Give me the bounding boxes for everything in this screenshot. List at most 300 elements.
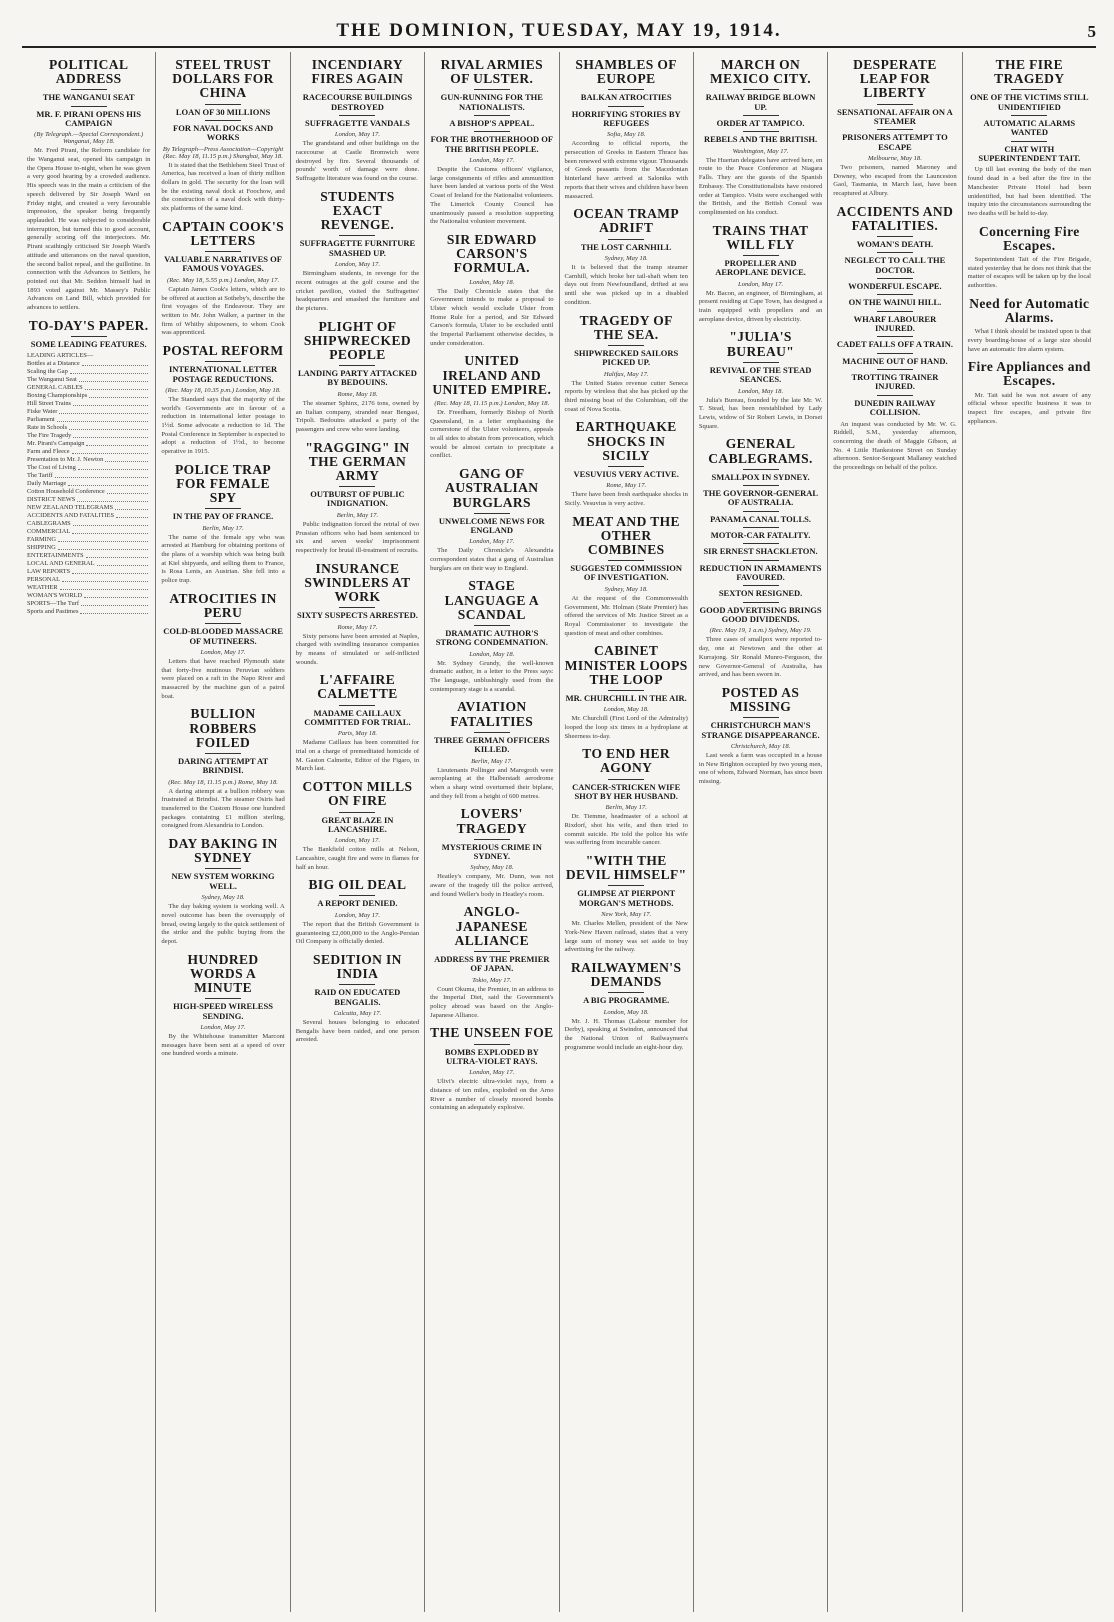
- article-headline: HUNDRED WORDS A MINUTE: [187, 951, 259, 996]
- article-dateline: Sydney, May 18.: [604, 585, 648, 593]
- headline-rule: [608, 885, 644, 886]
- article-body: [161, 788, 284, 832]
- article-headline: LOVERS' TRAGEDY: [456, 806, 527, 836]
- headline-rule: [71, 106, 107, 107]
- article-dateline: London, May 18.: [603, 706, 649, 714]
- article-body: [430, 660, 553, 695]
- toc-item: [27, 592, 150, 600]
- toc-item: [27, 544, 150, 552]
- article-headline: Need for Automatic Alarms.: [969, 295, 1090, 325]
- article-body: [699, 636, 822, 680]
- headline-rule: [743, 255, 779, 256]
- column-4: [425, 52, 559, 1612]
- article-headline: ACCIDENTS AND FATALITIES.: [836, 203, 954, 233]
- article-dateline: London, May 17.: [200, 648, 246, 656]
- article-paragraph: What I think should be insisted upon is that every boarding-house of a large size should have an automatic fire alarm system.: [967, 328, 1091, 353]
- article-paragraph: Mr. Tait said he was not aware of any official whose specific business it was to inspect fire escapes, and private fire appliances.: [967, 391, 1091, 425]
- article-paragraph: Mr. Sydney Grundy, the well-known dramatic author, in a letter to the Press says: The language, unblushingly used from the contemporary stage is a scandal.: [430, 659, 554, 693]
- toc-dot-leader: [86, 440, 148, 446]
- article-headline: EARTHQUAKE SHOCKS IN SICILY: [575, 419, 677, 463]
- article-paragraph: The grandstand and other buildings on the racecourse at Castle Bromwich were destroyed by fire. Several thousands of pounds' worth of damage were done. Suffragette literature was found on the course.: [295, 140, 420, 183]
- headline-rule: [743, 717, 779, 718]
- headline-rule: [339, 812, 375, 813]
- article-subheading: WONDERFUL ESCAPE.: [848, 281, 942, 292]
- article-subheading: REVIVAL OF THE STEAD SEANCES.: [709, 364, 812, 385]
- article-headline: RAILWAYMEN'S DEMANDS: [571, 959, 682, 990]
- article-dateline: Rome, May 17.: [606, 482, 647, 490]
- toc-item: [27, 560, 150, 568]
- article: [833, 58, 956, 199]
- toc-item: [27, 424, 150, 432]
- article: [296, 673, 419, 774]
- article-headline: STAGE LANGUAGE A SCANDAL: [444, 578, 539, 622]
- article-headline: "RAGGING" IN THE GERMAN ARMY: [305, 439, 410, 483]
- headline-rule: [877, 311, 913, 312]
- headline-rule: [474, 131, 510, 132]
- article-paragraph: Mr. Churchill (First Lord of the Admiralty) looped the loop six times in a hydroplane at Sheerness to-day.: [564, 715, 688, 740]
- toc-item-label: GENERAL CABLES: [27, 384, 83, 392]
- toc-dot-leader: [72, 568, 148, 574]
- article-body: [296, 739, 419, 774]
- headline-rule: [339, 895, 375, 896]
- headline-rule: [474, 1044, 510, 1045]
- article-body: [565, 920, 688, 955]
- toc-item-label: Fiske Water: [27, 408, 58, 416]
- article-subheading: CHRISTCHURCH MAN'S STRANGE DISAPPEARANCE.: [701, 720, 820, 740]
- article-body: [699, 290, 822, 325]
- headline-rule: [743, 602, 779, 603]
- article-subheading: MR. CHURCHILL IN THE AIR.: [565, 692, 687, 703]
- headline-rule: [474, 625, 510, 626]
- article-subheading: AUTOMATIC ALARMS WANTED: [983, 118, 1076, 138]
- article-subheading: BALKAN ATROCITIES: [580, 92, 672, 103]
- article: [699, 224, 822, 325]
- article-dateline: Sydney, May 18.: [470, 864, 514, 872]
- article-paragraph: Heatley's company, Mr. Dunn, was not aware of the tragedy till the police arrived, and found Weller's body in Heatley's room.: [430, 873, 554, 898]
- article: [699, 58, 822, 218]
- article-dateline: London, May 17.: [469, 157, 515, 165]
- article-subheading: COLD-BLOODED MASSACRE OF MUTINEERS.: [163, 626, 283, 646]
- article-subheading: REDUCTION IN ARMAMENTS FAVOURED.: [699, 562, 822, 583]
- article-subheading: MR. F. PIRANI OPENS HIS CAMPAIGN: [36, 108, 141, 129]
- article-headline: UNITED IRELAND AND UNITED EMPIRE.: [432, 353, 552, 397]
- article-paragraph: Last week a farm was occupied in a house in New Brighton occupied by two young men, one of whom, Edward Norman, has since been missing.: [698, 752, 823, 786]
- article-dateline: London, May 18.: [603, 1008, 649, 1016]
- article-body: [161, 1033, 284, 1059]
- headline-rule: [877, 104, 913, 105]
- article-subheading: CADET FALLS OFF A TRAIN.: [836, 339, 953, 350]
- article: [430, 467, 553, 573]
- article-paragraph: Birmingham students, in revenge for the recent outrages at the golf course and the cricket pavilion, visited the Suffragettes' headquarters and smashed the furniture and the pictures.: [295, 270, 420, 312]
- toc-item: [27, 504, 150, 512]
- article-headline: "WITH THE DEVIL HIMSELF": [565, 853, 687, 883]
- article-body: [430, 873, 553, 899]
- headline-rule: [205, 753, 241, 754]
- toc-item: [27, 600, 150, 608]
- article: [296, 780, 419, 872]
- article-body: [161, 162, 284, 214]
- article-headline: TRAGEDY OF THE SEA.: [579, 312, 673, 342]
- article-body: [565, 140, 688, 201]
- article-dateline: Berlin, May 17.: [336, 511, 379, 519]
- article-paragraph: Lieutenants Pollinger and Maregroth were aeroplaning at the Halberstadt aerodrome when a sharp wind overturned their biplane, and they fell from a height of 600 metres.: [430, 766, 554, 800]
- article-dateline: Christchurch, May 18.: [730, 743, 791, 750]
- article-paragraph: Three cases of smallpox were reported to-day, one at Newtown and the other at Kurrajong. Sir Ronald Munro-Ferguson, the new Governor-General of Australia, has arrived, and has been sworn in.: [698, 636, 823, 679]
- article-headline: GENERAL CABLEGRAMS.: [708, 436, 813, 466]
- article-headline: POSTAL REFORM: [162, 343, 284, 359]
- article-headline: SHAMBLES OF EUROPE: [575, 57, 677, 87]
- article: [161, 463, 284, 586]
- article-headline: THE UNSEEN FOE: [430, 1025, 554, 1041]
- toc-dot-leader: [115, 504, 148, 510]
- article-paragraph: The Daily Chronicle states that the Government intends to make a proposal to Ulster which would exclude Ulster from Home Rule for a period, and Sir Edward Carson's formula, Ulster to be excluded until the Imperial Parliament otherwise decides, is under consideration.: [430, 287, 554, 347]
- article-paragraph: The report that the British Government is guaranteeing £2,000,000 to the Anglo-Persian Oil Company is officially denied.: [295, 920, 420, 946]
- article-paragraph: Mr. Bacon, an engineer, of Birmingham, at present residing at Cape Town, has designed a train equipped with propellers and an aeroplane device, driven by electricity.: [698, 289, 823, 323]
- article-headline: Concerning Fire Escapes.: [979, 223, 1080, 253]
- article-headline: "JULIA'S BUREAU": [726, 329, 795, 359]
- article-paragraph: Julia's Bureau, founded by the late Mr. W. T. Stead, has been reestablished by Lady Lewis, widow of Sir Robert Lewis, in Dorset Square.: [698, 396, 823, 430]
- article-headline: CAPTAIN COOK'S LETTERS: [162, 218, 285, 248]
- article: [296, 953, 419, 1045]
- article-headline: POLICE TRAP FOR FEMALE SPY: [175, 461, 272, 506]
- article-headline: PLIGHT OF SHIPWRECKED PEOPLE: [303, 318, 412, 362]
- article-headline: RIVAL ARMIES OF ULSTER.: [440, 57, 544, 87]
- article-headline: BULLION ROBBERS FOILED: [189, 706, 257, 750]
- article-subheading: RACECOURSE BUILDINGS DESTROYED: [302, 92, 413, 112]
- article-headline: INCENDIARY FIRES AGAIN: [311, 57, 404, 87]
- article-dateline: Rome, May 18.: [337, 390, 378, 398]
- article-headline: POLITICAL ADDRESS: [49, 57, 129, 87]
- headline-rule: [339, 365, 375, 366]
- toc-dot-leader: [81, 600, 148, 606]
- article-dateline: London, May 18.: [469, 278, 515, 286]
- article-body: [296, 846, 419, 872]
- article: [833, 205, 956, 473]
- article-subheading: THE WANGANUI SEAT: [42, 92, 135, 103]
- article-paragraph: Letters that have reached Plymouth state that forty-five mutinous Peruvian soldiers were placed on a raft in the Napo River and massacred by the machine gun of a patrol boat.: [161, 657, 285, 700]
- article-paragraph: The steamer Sphinx, 2176 tons, owned by an Italian company, stranded near Bengasi, Tripoli. Bedouins attacked a party of the passengers and crew who were landing.: [295, 399, 420, 433]
- article-subheading: PROPELLER AND AEROPLANE DEVICE.: [715, 257, 806, 278]
- toc-item-label: Presentation to Mr. J. Newton: [27, 456, 104, 464]
- headline-rule: [474, 115, 510, 116]
- article-dateline: London, May 18.: [738, 387, 784, 395]
- toc-item: [27, 488, 150, 496]
- toc-item-label: DISTRICT NEWS: [27, 496, 76, 504]
- toc-item: [27, 584, 150, 592]
- article-dateline: Sofia, May 18.: [606, 131, 646, 139]
- toc-dot-leader: [73, 400, 148, 406]
- headline-rule: [608, 239, 644, 240]
- column-2: [156, 52, 290, 1612]
- article-subheading: HORRIFYING STORIES BY REFUGEES: [571, 108, 681, 129]
- toc-dot-leader: [70, 368, 149, 374]
- article-body: [968, 392, 1091, 427]
- toc-item-label: LOCAL AND GENERAL: [27, 560, 95, 568]
- article-dateline: London, May 17.: [469, 538, 515, 546]
- article-subheading: GREAT BLAZE IN LANCASHIRE.: [321, 814, 394, 834]
- article-paragraph: Captain James Cook's letters, which are to be offered at auction at Sotheby's, describe the first voyages of the Endeavour. They are written to Mr. John Walker, a partner in the firm of Whitby shipowners, to whom Cook was apprenticed.: [161, 285, 285, 337]
- toc-item: [27, 568, 150, 576]
- article-body: [968, 166, 1091, 218]
- article-paragraph: Dr. Freedham, formerly Bishop of North Queensland, in a letter emphasising the cornerstone of the Ulster volunteers, appeals to all sides to abstain from provocation, which would be almost certain to precipitate a conflict.: [430, 408, 554, 460]
- article: [161, 707, 284, 831]
- article-subheading: NEW SYSTEM WORKING WELL.: [171, 871, 275, 891]
- article-dateline: London, May 17.: [334, 837, 380, 845]
- article: [27, 319, 150, 617]
- article-paragraph: According to official reports, the persecution of Greeks in Eastern Thrace has been renewed with extreme vigour. Thousands of Greek peasants from the Macedonian hinterland have arrived at Salonika with reports that their wives and children have been massacred.: [564, 140, 688, 200]
- article-headline: ATROCITIES IN PERU: [169, 590, 277, 621]
- headline-rule: [877, 278, 913, 279]
- toc-dot-leader: [55, 472, 149, 478]
- headline-rule: [608, 106, 644, 107]
- article-body: [161, 534, 284, 586]
- headline-rule: [743, 585, 779, 586]
- article-body: [833, 164, 956, 199]
- article-headline: THE FIRE TRAGEDY: [994, 57, 1065, 87]
- article: [296, 190, 419, 314]
- article-paragraph: Two prisoners, named Maroney and Downey, who escaped from the Launceston Gaol, Tasmania, in March last, have been recaptured at Albury.: [833, 163, 957, 197]
- toc-dot-leader: [77, 496, 148, 502]
- headline-rule: [608, 779, 644, 780]
- toc-item-label: Cotton Household Conference: [27, 488, 105, 496]
- article-paragraph: Mr. Charles Mellen, president of the New York-New Haven railroad, states that a very large sum of money was set aside to buy advertising for the railway.: [564, 920, 688, 954]
- article: [699, 437, 822, 680]
- article-dateline: Melbourne, May 18.: [868, 154, 922, 162]
- article-subheading: VESUVIUS VERY ACTIVE.: [573, 468, 679, 479]
- article-headline: SEDITION IN INDIA: [313, 951, 402, 982]
- toc-item: [27, 536, 150, 544]
- toc-dot-leader: [58, 536, 148, 542]
- toc-item-label: Scaling the Gap: [27, 368, 68, 376]
- article-paragraph: Dr. Tiemme, headmaster of a school at Rixdorf, shot his wife, and then tried to commit suicide. He told the police his wife was suffering from incurable cancer.: [564, 813, 688, 847]
- article-headline: COTTON MILLS ON FIRE: [302, 779, 413, 809]
- column-5: [560, 52, 694, 1612]
- article: [565, 207, 688, 307]
- article-headline: MEAT AND THE OTHER COMBINES: [572, 513, 680, 557]
- article: [296, 441, 419, 556]
- article-headline: INSURANCE SWINDLERS AT WORK: [304, 560, 411, 604]
- article-paragraph: There have been fresh earthquake shocks in Sicily. Vesuvius is very active.: [564, 491, 688, 507]
- article-subheading: FOR NAVAL DOCKS AND WORKS: [173, 122, 274, 143]
- article: [968, 225, 1091, 291]
- toc-dot-leader: [59, 408, 148, 414]
- toc-dot-leader: [85, 384, 149, 390]
- columns-container: [22, 52, 1096, 1612]
- toc-item: [27, 576, 150, 584]
- article: [161, 58, 284, 214]
- toc-item: [27, 608, 150, 616]
- headline-rule: [339, 89, 375, 90]
- article-paragraph: Public indignation forced the retrial of two Prussian officers who had been sentenced to six and seven weeks' imprisonment respectively for brutal ill-treatment of recruits.: [295, 520, 420, 554]
- article-paragraph: The United States revenue cutter Seneca reports by wireless that she has picked up the third missing boat of the Columbian, off the coast of Nova Scotia.: [564, 379, 688, 413]
- article-subheading: INTERNATIONAL LETTER POSTAGE REDUCTIONS.: [168, 364, 278, 384]
- toc-item: [27, 512, 150, 520]
- toc-item-label: Boxing Championships: [27, 392, 88, 400]
- article-dateline: New York, May 17.: [601, 911, 652, 919]
- article-subheading: CHAT WITH SUPERINTENDENT TAIT.: [978, 143, 1081, 164]
- headline-rule: [877, 353, 913, 354]
- article-dateline: London, May 17.: [738, 280, 784, 288]
- toc-dot-leader: [62, 576, 148, 582]
- headline-rule: [877, 236, 913, 237]
- toc-dot-leader: [73, 432, 148, 438]
- toc-item: [27, 464, 150, 472]
- article-body: [565, 1018, 688, 1053]
- headline-rule: [743, 560, 779, 561]
- article-dateline: Tokio, May 17.: [472, 976, 512, 984]
- toc-item-label: Mr. Pirani's Campaign: [27, 440, 85, 448]
- toc-item-label: The Fire Tragedy: [27, 432, 72, 440]
- article-paragraph: Several houses belonging to educated Bengalis have been raided, and one person arrested.: [295, 1018, 420, 1044]
- article-subheading: ORDER AT TAMPICO.: [716, 118, 805, 129]
- headline-rule: [608, 345, 644, 346]
- article-dateline: London, May 17.: [334, 911, 380, 919]
- article-subheading: GUN-RUNNING FOR THE NATIONALISTS.: [440, 92, 543, 112]
- article-headline: BIG OIL DEAL: [308, 877, 407, 893]
- article: [296, 320, 419, 435]
- toc-item-label: The Wanganui Seat: [27, 376, 77, 384]
- toc-dot-leader: [84, 592, 148, 598]
- headline-rule: [205, 361, 241, 362]
- page-number: 5: [1087, 22, 1096, 41]
- article-body: [430, 1078, 553, 1113]
- article-subheading: RAILWAY BRIDGE BLOWN UP.: [705, 92, 816, 112]
- headline-rule: [339, 486, 375, 487]
- article-body: [161, 658, 284, 702]
- masthead: [22, 16, 1096, 48]
- headline-rule: [877, 294, 913, 295]
- article-body: [699, 157, 822, 218]
- article-body: [296, 270, 419, 314]
- article: [430, 1026, 553, 1113]
- headline-rule: [474, 732, 510, 733]
- article-dateline: Paris, May 18.: [337, 730, 378, 738]
- headline-rule: [743, 527, 779, 528]
- article-subheading: CANCER-STRICKEN WIFE SHOT BY HER HUSBAND.: [572, 781, 681, 801]
- article-body: [430, 547, 553, 573]
- article-paragraph: Superintendent Tait of the Fire Brigade, stated yesterday that he does not think that the matter of escapes will be taken up by the local authorities.: [967, 255, 1091, 290]
- article-body: [430, 986, 553, 1021]
- article: [565, 961, 688, 1053]
- column-1: [22, 52, 156, 1612]
- article-body: [699, 397, 822, 432]
- article-headline: TO-DAY'S PAPER.: [28, 317, 149, 333]
- toc-dot-leader: [58, 544, 149, 550]
- headline-rule: [877, 336, 913, 337]
- toc-item-label: Sports and Pastimes: [27, 608, 79, 616]
- article-body: [296, 400, 419, 435]
- toc-item: [27, 360, 150, 368]
- headline-rule: [743, 511, 779, 512]
- article-subheading: SUFFRAGETTE FURNITURE SMASHED UP.: [299, 238, 416, 258]
- article-body: [565, 595, 688, 639]
- article-paragraph: The Huertan delegates have arrived here, en route to the Peace Conference at Niagara Falls. They are the guests of the Spanish Embassy. The Constitutionalists have restored order at Tampico. Visits were exchanged with the British, and the British Consul was complimented on his conduct.: [698, 156, 823, 216]
- article-subheading: VALUABLE NARRATIVES OF FAMOUS VOYAGES.: [164, 254, 282, 274]
- article-paragraph: An inquest was conducted by Mr. W. G. Riddell, S.M., yesterday afternoon, concerning the death of Maggie Gibson, at No. 4 Little Hankestone Street on Sunday afternoon. Senior-Sergeant Mallaney watched the proceedings on behalf of the police.: [833, 420, 957, 472]
- article-body: [296, 140, 419, 184]
- toc-item: [27, 400, 150, 408]
- article-body: [565, 813, 688, 848]
- article-paragraph: Despite the Customs officers' vigilance, large consignments of rifles and ammunition have been landed at various ports of the West Coast of Ireland for the Nationalist volunteers. The Limerick County Council has unanimously passed a resolution supporting the Nationalist volunteer movement.: [430, 166, 554, 226]
- article-subheading: MOTOR-CAR FATALITY.: [710, 530, 811, 541]
- headline-rule: [608, 690, 644, 691]
- toc-item-label: ACCIDENTS AND FATALITIES: [27, 512, 115, 520]
- article-subheading: SUFFRAGETTE VANDALS: [305, 118, 410, 129]
- article: [430, 807, 553, 899]
- article-headline: SIR EDWARD CARSON'S FORMULA.: [446, 231, 537, 276]
- newspaper-title: THE DOMINION, TUESDAY, MAY 19, 1914.: [336, 20, 782, 41]
- headline-rule: [608, 466, 644, 467]
- headline-rule: [1011, 141, 1047, 142]
- toc-item-label: COMMERCIAL: [27, 528, 71, 536]
- article: [430, 233, 553, 348]
- article-headline: L'AFFAIRE CALMETTE: [317, 672, 398, 702]
- article-paragraph: It is stated that the Bethlehem Steel Trust of America, has received a loan of thirty million dollars in gold. The security for the loan will be the existing naval dock at Foochow, and the construction of a naval dock with thirty-six platforms of the same kind.: [161, 161, 285, 213]
- article: [430, 579, 553, 694]
- article-dateline: Sydney, May 18.: [201, 894, 245, 902]
- article: [430, 354, 553, 461]
- article: [968, 297, 1091, 354]
- headline-rule: [339, 607, 375, 608]
- article-subheading: UNWELCOME NEWS FOR ENGLAND: [438, 515, 545, 536]
- article-dateline: Calcutta, May 17.: [333, 1009, 382, 1017]
- article-headline: TRAINS THAT WILL FLY: [712, 222, 809, 252]
- article: [968, 58, 1091, 219]
- article-subheading: LOAN OF 30 MILLIONS: [175, 106, 271, 117]
- article-dateline: By Telegraph—Press Association—Copyright (Rec. May 18, 11.15 p.m.) Shanghai, May 18.: [162, 145, 284, 160]
- headline-rule: [71, 336, 107, 337]
- article-subheading: A REPORT DENIED.: [317, 898, 398, 909]
- article-subheading: SHIPWRECKED SAILORS PICKED UP.: [574, 347, 679, 368]
- article-paragraph: The Daily Chronicle's Alexandria correspondent states that a gang of Australian burglars are on their way to England.: [430, 547, 554, 572]
- article-subheading: DRAMATIC AUTHOR'S STRONG CONDEMNATION.: [435, 627, 548, 648]
- headline-rule: [71, 89, 107, 90]
- toc-item: [27, 392, 150, 400]
- toc-item-label: Rate in Schools: [27, 424, 68, 432]
- article-headline: Fire Appliances and Escapes.: [967, 359, 1091, 389]
- article-headline: ANGLO-JAPANESE ALLIANCE: [454, 904, 530, 948]
- toc-dot-leader: [82, 360, 149, 366]
- article-dateline: Sydney, May 18.: [604, 254, 648, 262]
- article-dateline: Halifax, May 17.: [603, 370, 649, 378]
- headline-rule: [608, 89, 644, 90]
- headline-rule: [339, 705, 375, 706]
- article-dateline: Washington, May 17.: [732, 147, 789, 155]
- article-subheading: A BISHOP'S APPEAL.: [449, 118, 535, 129]
- toc-item-label: Bottles at a Distance: [27, 360, 80, 368]
- article-body: [565, 380, 688, 415]
- article: [565, 515, 688, 639]
- article-body: [296, 1019, 419, 1045]
- toc-dot-leader: [80, 608, 148, 614]
- article: [161, 220, 284, 338]
- toc-dot-leader: [72, 528, 148, 534]
- toc-dot-leader: [89, 392, 148, 398]
- article-headline: MARCH ON MEXICO CITY.: [710, 57, 812, 87]
- toc-item-label: The Tariff: [27, 472, 53, 480]
- toc-item: [27, 496, 150, 504]
- article-paragraph: The Bankfield cotton mills at Nelson, Lancashire, caught fire and were in flames for half an hour.: [295, 846, 420, 871]
- headline-rule: [339, 984, 375, 985]
- toc-dot-leader: [68, 480, 148, 486]
- article-subheading: SMALLPOX IN SYDNEY.: [711, 471, 810, 482]
- article: [699, 686, 822, 787]
- headline-rule: [743, 469, 779, 470]
- toc-header: LEADING ARTICLES—: [27, 352, 94, 360]
- toc-dot-leader: [107, 488, 149, 494]
- article: [565, 420, 688, 508]
- toc-item: [27, 432, 150, 440]
